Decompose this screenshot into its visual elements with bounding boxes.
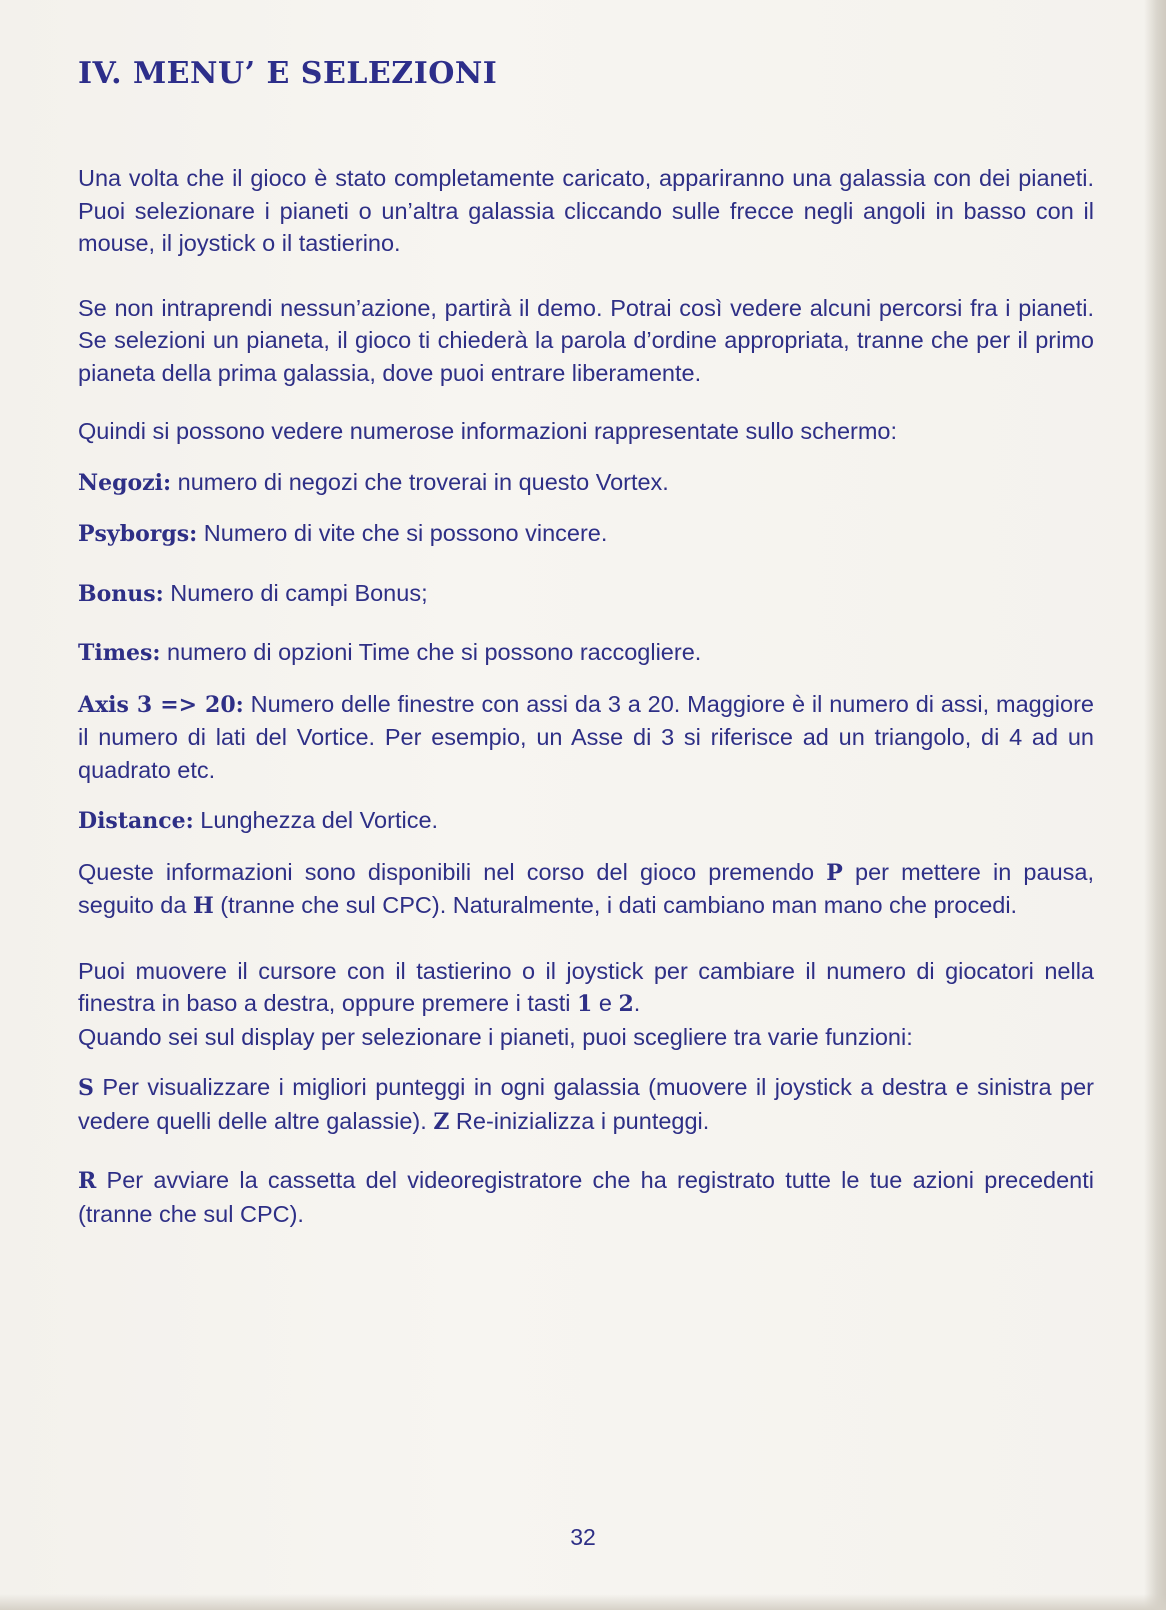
r-function-paragraph <box>78 1164 1094 1230</box>
definition-bonus <box>78 577 1094 611</box>
intro-paragraph: Una volta che il gioco è stato completamente caricato, appariranno una galassia con dei pianeti. Puoi selezionare i pianeti o un’altra galassia cliccando sulle frecce negli angoli in basso con il mouse, il joystick o il tastierino. <box>78 165 1094 256</box>
players-text: . <box>633 990 641 1016</box>
definition-text: Numero di campi Bonus; <box>163 579 428 606</box>
definition-text: Numero delle finestre con assi da 3 a 20. Maggiore è il numero di assi, maggiore il numero di lati del Vortice. Per esempio, un Asse di 3 si riferisce ad un triangolo, di 4 ad un quadrato etc. <box>78 690 1094 783</box>
definition-term: Negozi: <box>78 469 172 496</box>
definition-times <box>78 636 1094 670</box>
definition-term: Psyborgs: <box>78 521 198 547</box>
definition-term: Distance: <box>78 808 194 834</box>
pause-text: (tranne che sul CPC). Naturalmente, i dati cambiano man mano che procedi. <box>213 892 1018 918</box>
demo-paragraph: Se non intraprendi nessun’azione, partirà il demo. Potrai così vedere alcuni percorsi fra i pianeti. Se selezioni un pianeta, il gioco ti chiederà la parola d’ordine appropriata, tranne che per il primo pianeta della prima galassia, dove puoi entrare liberamente. <box>78 294 1094 386</box>
definition-text: Numero di vite che si possono vincere. <box>197 520 608 546</box>
pause-paragraph <box>78 856 1094 923</box>
section-heading: IV. MENU’ E SELEZIONI <box>78 56 498 91</box>
definition-term: Times: <box>78 640 161 666</box>
key-p: P <box>826 859 843 886</box>
display-paragraph: Quando sei sul display per selezionare i pianeti, puoi scegliere tra varie funzioni: <box>78 1023 913 1050</box>
key-1: 1 <box>577 991 593 1017</box>
definition-text: numero di opzioni Time che si possono raccogliere. <box>160 639 702 665</box>
r-function-text: Per avviare la cassetta del videoregistratore che ha registrato tutte le tue azioni precedenti (tranne che sul CPC). <box>78 1167 1094 1227</box>
definition-text: Lunghezza del Vortice. <box>193 807 439 833</box>
definition-psyborgs <box>78 517 1094 551</box>
key-h: H <box>192 893 214 919</box>
key-z: Z <box>433 1108 450 1135</box>
key-2: 2 <box>618 991 634 1017</box>
players-text: Puoi muovere il cursore con il tastierino o il joystick per cambiare il numero di giocatori nella finestra in baso a destra, oppure premere i tasti <box>78 957 1094 1016</box>
key-r: R <box>78 1168 97 1194</box>
definition-negozi <box>78 466 1094 500</box>
definition-term: Axis 3 => 20: <box>78 691 244 718</box>
z-function-text: Re-inizializza i punteggi. <box>449 1107 710 1134</box>
players-paragraph <box>78 955 1094 1021</box>
definition-axis <box>78 688 1094 787</box>
page-bottom-shadow <box>0 1594 1166 1610</box>
key-s: S <box>78 1075 94 1101</box>
definition-term: Bonus: <box>78 580 164 607</box>
definition-text: numero di negozi che troverai in questo Vortex. <box>171 468 669 495</box>
s-function-text: Per visualizzare i migliori punteggi in ogni galassia (muovere il joystick a destra e sinistra per vedere quelli delle altre galassie). <box>78 1074 1094 1134</box>
body-text <box>78 162 1094 1230</box>
definition-distance <box>78 804 1094 838</box>
pause-text: per mettere in pausa, seguito da <box>78 858 1094 918</box>
pause-text: Queste informazioni sono disponibili nel corso del gioco premendo <box>78 858 827 885</box>
s-function-paragraph <box>78 1071 1094 1138</box>
page-number: 32 <box>570 1524 596 1550</box>
info-intro-paragraph: Quindi si possono vedere numerose informazioni rappresentate sullo schermo: <box>78 418 898 444</box>
players-text: e <box>592 990 619 1016</box>
page-edge-shadow <box>1144 0 1166 1610</box>
